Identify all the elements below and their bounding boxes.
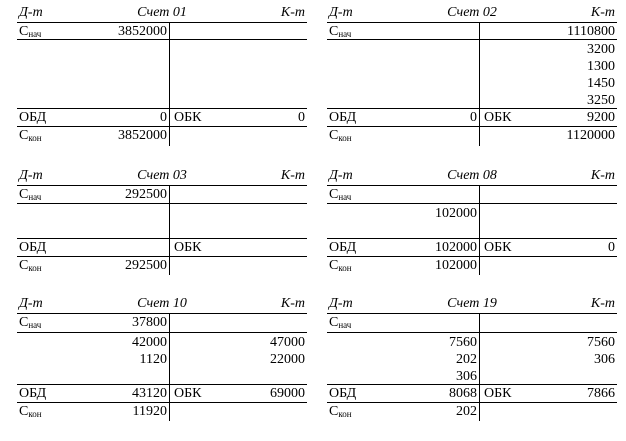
c-letter: С: [19, 258, 29, 273]
debit-entry: 42000: [132, 335, 167, 350]
divider: [17, 238, 307, 239]
center-divider: [479, 314, 480, 421]
debit-entry: 306: [456, 369, 477, 384]
obd-label: ОБД: [329, 386, 357, 401]
account-02: [327, 4, 617, 146]
account-header: [17, 4, 307, 23]
credit-header: К-т: [280, 296, 305, 311]
end-balance-label-sub: кон: [28, 263, 42, 273]
obk-label: ОБК: [174, 240, 202, 255]
end-balance-label: [19, 127, 42, 147]
start-balance-label-sub: нач: [338, 320, 352, 330]
debit-header: Д-т: [329, 168, 353, 183]
obd-value: 0: [160, 110, 167, 125]
end-balance-label-sub: кон: [338, 263, 352, 273]
c-letter: С: [19, 24, 29, 39]
c-letter: С: [19, 315, 29, 330]
obd-label: ОБД: [19, 110, 47, 125]
account-title: Счет 08: [447, 168, 497, 183]
end-debit-value: 11920: [132, 404, 167, 419]
credit-entry: 7560: [587, 335, 615, 350]
account-03: [17, 167, 307, 275]
account-10: [17, 295, 307, 421]
c-letter: С: [329, 315, 339, 330]
start-credit-value: 1110800: [567, 24, 615, 39]
start-balance-label: [19, 23, 41, 43]
credit-entry: 1450: [587, 76, 615, 91]
obd-label: ОБД: [329, 240, 357, 255]
obk-label: ОБК: [174, 386, 202, 401]
account-header: [17, 295, 307, 314]
account-header: [327, 295, 617, 314]
obk-value: 9200: [587, 110, 615, 125]
start-balance-label-sub: нач: [338, 192, 352, 202]
debit-entry: 102000: [435, 206, 477, 221]
credit-entry: 47000: [270, 335, 305, 350]
c-letter: С: [19, 187, 29, 202]
end-balance-label: [329, 257, 352, 277]
end-balance-label-sub: кон: [28, 133, 42, 143]
end-balance-label: [19, 257, 42, 277]
debit-entry: 1120: [139, 352, 167, 367]
obk-label: ОБК: [484, 240, 512, 255]
c-letter: С: [329, 24, 339, 39]
account-title: Счет 03: [137, 168, 187, 183]
c-letter: С: [19, 128, 29, 143]
center-divider: [169, 186, 170, 275]
c-letter: С: [19, 404, 29, 419]
end-balance-label: [329, 127, 352, 147]
obk-value: 7866: [587, 386, 615, 401]
start-balance-label-sub: нач: [28, 192, 42, 202]
debit-header: Д-т: [19, 296, 43, 311]
account-title: Счет 19: [447, 296, 497, 311]
end-balance-label: [329, 403, 352, 423]
credit-entry: 3200: [587, 42, 615, 57]
obd-value: 43120: [132, 386, 167, 401]
divider: [17, 332, 307, 333]
start-debit-value: 3852000: [118, 24, 167, 39]
c-letter: С: [329, 258, 339, 273]
credit-entry: 22000: [270, 352, 305, 367]
start-debit-value: 292500: [125, 187, 167, 202]
obd-value: 8068: [449, 386, 477, 401]
credit-entry: 3250: [587, 93, 615, 108]
end-debit-value: 202: [456, 404, 477, 419]
end-credit-value: 1120000: [566, 128, 615, 143]
credit-header: К-т: [590, 168, 615, 183]
center-divider: [169, 23, 170, 146]
end-balance-label-sub: кон: [28, 409, 42, 419]
account-title: Счет 01: [137, 5, 187, 20]
debit-header: Д-т: [329, 5, 353, 20]
debit-header: Д-т: [329, 296, 353, 311]
center-divider: [169, 314, 170, 421]
credit-header: К-т: [280, 168, 305, 183]
obd-label: ОБД: [329, 110, 357, 125]
account-header: [327, 167, 617, 186]
obk-value: 0: [298, 110, 305, 125]
obk-value: 0: [608, 240, 615, 255]
obk-label: ОБК: [484, 386, 512, 401]
obd-value: 102000: [435, 240, 477, 255]
credit-entry: 306: [594, 352, 615, 367]
account-title: Счет 10: [137, 296, 187, 311]
start-balance-label: [329, 314, 351, 334]
account-header: [17, 167, 307, 186]
divider: [17, 39, 307, 40]
credit-header: К-т: [590, 296, 615, 311]
obd-label: ОБД: [19, 386, 47, 401]
end-balance-label-sub: кон: [338, 409, 352, 419]
credit-entry: 1300: [587, 59, 615, 74]
end-debit-value: 292500: [125, 258, 167, 273]
divider: [327, 203, 617, 204]
start-balance-label: [329, 23, 351, 43]
c-letter: С: [329, 187, 339, 202]
end-balance-label: [19, 403, 42, 423]
debit-entry: 7560: [449, 335, 477, 350]
debit-entry: 202: [456, 352, 477, 367]
account-01: [17, 4, 307, 146]
end-balance-label-sub: кон: [338, 133, 352, 143]
obk-value: 69000: [270, 386, 305, 401]
start-debit-value: 37800: [132, 315, 167, 330]
credit-header: К-т: [590, 5, 615, 20]
debit-header: Д-т: [19, 5, 43, 20]
center-divider: [479, 23, 480, 146]
c-letter: С: [329, 404, 339, 419]
start-balance-label-sub: нач: [338, 29, 352, 39]
account-08: [327, 167, 617, 275]
obd-value: 0: [470, 110, 477, 125]
c-letter: С: [329, 128, 339, 143]
end-debit-value: 3852000: [118, 128, 167, 143]
end-debit-value: 102000: [435, 258, 477, 273]
divider: [17, 203, 307, 204]
account-title: Счет 02: [447, 5, 497, 20]
divider: [327, 332, 617, 333]
account-header: [327, 4, 617, 23]
obk-label: ОБК: [484, 110, 512, 125]
debit-header: Д-т: [19, 168, 43, 183]
center-divider: [479, 186, 480, 275]
start-balance-label: [19, 314, 41, 334]
obk-label: ОБК: [174, 110, 202, 125]
divider: [327, 39, 617, 40]
start-balance-label-sub: нач: [28, 320, 42, 330]
obd-label: ОБД: [19, 240, 47, 255]
credit-header: К-т: [280, 5, 305, 20]
start-balance-label-sub: нач: [28, 29, 42, 39]
account-19: [327, 295, 617, 421]
